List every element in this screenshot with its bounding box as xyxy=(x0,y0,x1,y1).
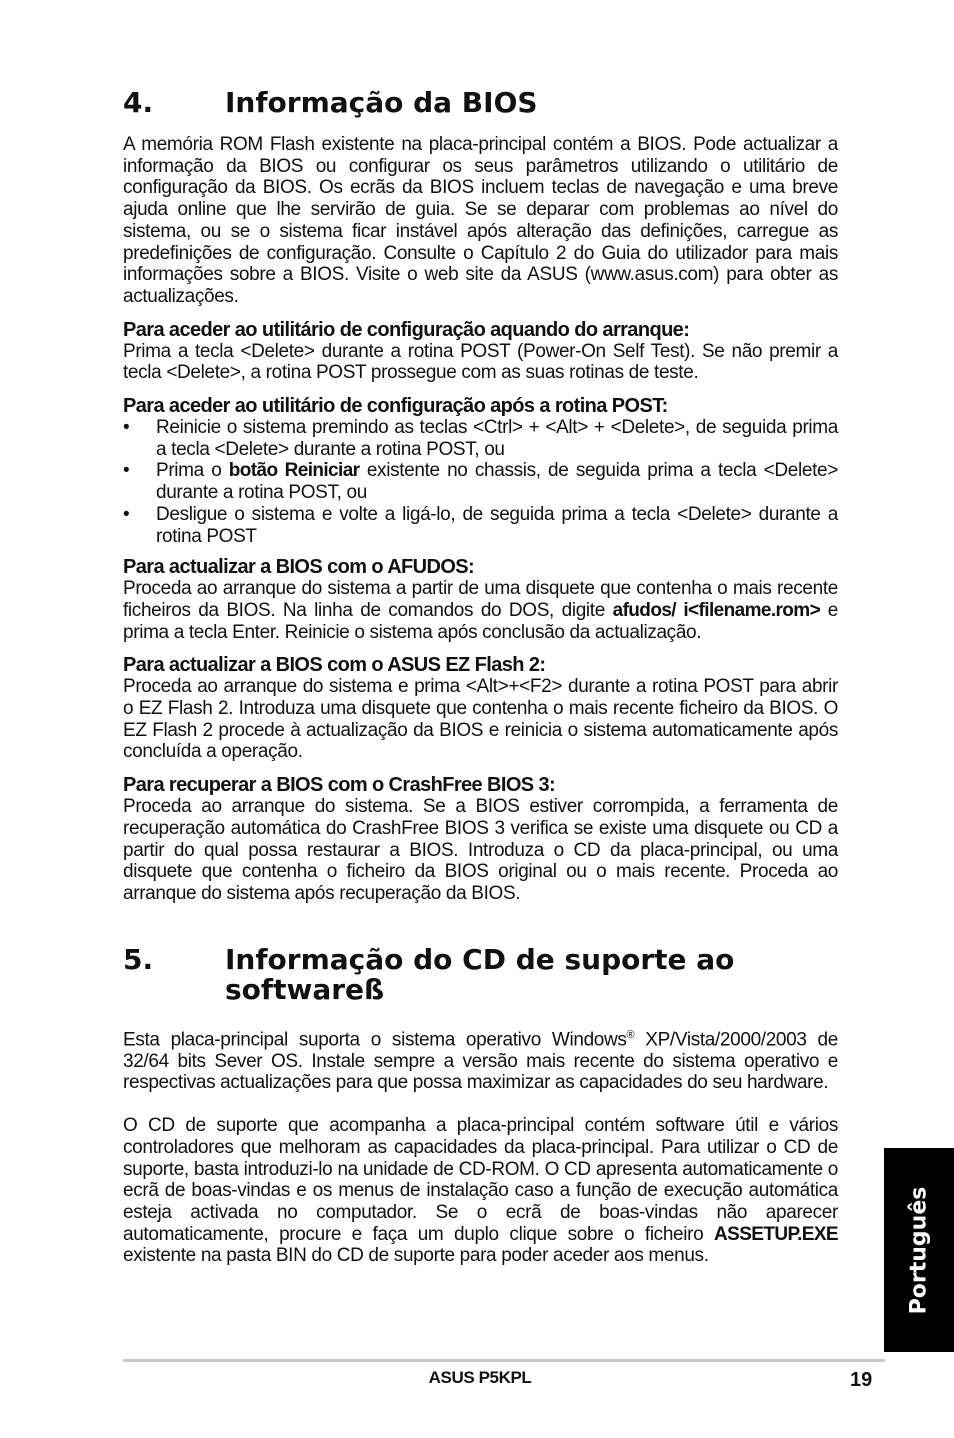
afudos-command: afudos/ i<filename.rom> xyxy=(612,599,821,621)
bullet-icon: • xyxy=(123,417,130,439)
reset-button-term: botão Reiniciar xyxy=(228,460,360,482)
cd-text-pre: O CD de suporte que acompanha a placa-principal contém software útil e vários controladores que melhoram as capacidades da placa-principal. Para utilizar o CD de suporte, basta introduzi-lo na unidade de CD-ROM. O CD apresenta automaticamente o ecrã de boas-vindas e os menus de instalação caso a função de execução automática esteja activada no computador. Se o ecrã de boas-vindas não aparecer automaticamente, procure e faça um duplo clique sobre o ficheiro xyxy=(123,1115,838,1245)
afudos-text-pre: Proceda ao arranque do sistema a partir de uma disquete que contenha o mais recente ficheiros da BIOS. Na linha de comandos do DOS, digite xyxy=(123,578,838,621)
ezflash-paragraph: Proceda ao arranque do sistema e prima <Alt>+<F2> durante a rotina POST para abrir o EZ Flash 2. Introduza uma disquete que contenha o mais recente ficheiro da BIOS. O EZ Flash 2 procede à actualização da BIOS e reinicia o sistema automaticamente após concluída a operação. xyxy=(123,676,838,763)
bullet-icon: • xyxy=(123,460,130,482)
section-4-heading xyxy=(123,88,838,118)
language-tab xyxy=(884,1148,954,1352)
ezflash-heading: Para actualizar a BIOS com o ASUS EZ Flash 2: xyxy=(123,654,546,677)
os-text-pre: Esta placa-principal suporta o sistema operativo Windows xyxy=(123,1029,627,1051)
boot-setup-text: Prima a tecla <Delete> durante a rotina POST (Power-On Self Test). Se não premir a tecla <Delete>, a rotina POST prossegue com as suas rotinas de teste. xyxy=(123,340,838,384)
afudos-heading: Para actualizar a BIOS com o AFUDOS: xyxy=(123,556,475,579)
bullet-icon: • xyxy=(123,503,130,525)
page-content xyxy=(123,88,838,1267)
bios-intro-paragraph: A memória ROM Flash existente na placa-principal contém a BIOS. Pode actualizar a informação da BIOS ou configurar os seus parâmetros utilizando o utilitário de configuração da BIOS. Os ecrãs da BIOS incluem teclas de navegação e uma breve ajuda online que lhe servirão de guia. Se se deparar com problemas ao nível do sistema, ou se o sistema ficar instável após alteração das definições, carregue as predefinições de configuração. Consulte o Capítulo 2 do Guia do utilizador para mais informações sobre a BIOS. Visite o web site da ASUS (www.asus.com) para obter as actualizações. xyxy=(123,134,838,307)
list-item-text-post: existente no chassis, de seguida prima a tecla <Delete> durante a rotina POST, ou xyxy=(156,460,839,504)
list-item-text: Desligue o sistema e volte a ligá-lo, de seguida prima a tecla <Delete> durante a rotina POST xyxy=(156,503,838,547)
section-5-title: Informação do CD de suporte ao softwareß xyxy=(225,942,735,1006)
afudos-text-post: e prima a tecla Enter. Reinicie o sistema após conclusão da actualização. xyxy=(123,599,838,643)
afudos-paragraph xyxy=(123,578,838,643)
crashfree-paragraph: Proceda ao arranque do sistema. Se a BIOS estiver corrompida, a ferramenta de recuperação automática do CrashFree BIOS 3 verifica se existe uma disquete ou CD a partir do qual possa restaurar a BIOS. Introduza o CD da placa-principal, ou uma disquete que contenha o ficheiro da BIOS original ou o mais recente. Proceda ao arranque do sistema após recuperação da BIOS. xyxy=(123,796,838,904)
boot-setup-heading: Para aceder ao utilitário de configuração aquando do arranque: xyxy=(123,318,690,341)
page-number: 19 xyxy=(850,1369,873,1391)
list-item-text-pre: Prima o xyxy=(156,460,222,482)
footer-product-name: ASUS P5KPL xyxy=(428,1368,532,1387)
list-item-text: Reinicie o sistema premindo as teclas <Ctrl> + <Alt> + <Delete>, de seguida prima a tecla <Delete> durante a rotina POST, ou xyxy=(156,417,838,460)
post-setup-list xyxy=(123,417,838,547)
footer-divider xyxy=(123,1359,885,1362)
list-item xyxy=(123,504,838,547)
post-setup-heading: Para aceder ao utilitário de configuração após a rotina POST: xyxy=(123,395,668,418)
support-cd-paragraph xyxy=(123,1115,838,1267)
cd-text-post: existente na pasta BIN do CD de suporte para poder aceder aos menus. xyxy=(123,1245,709,1267)
os-text-post: XP/Vista/2000/2003 de 32/64 bits Sever OS. Instale sempre a versão mais recente do sistema operativo e respectivas actualizações para que possa maximizar as capacidades do seu hardware. xyxy=(123,1029,838,1094)
section-5-heading xyxy=(123,942,838,1006)
section-4-title: Informação da BIOS xyxy=(225,86,538,119)
crashfree-heading: Para recuperar a BIOS com o CrashFree BIOS 3: xyxy=(123,774,556,797)
language-label: Português xyxy=(906,1186,932,1314)
registered-mark: ® xyxy=(626,1028,635,1041)
section-4-number: 4. xyxy=(123,86,154,119)
list-item xyxy=(123,460,838,503)
assetup-filename: ASSETUP.EXE xyxy=(714,1223,838,1245)
section-5-number: 5. xyxy=(123,942,154,976)
os-support-paragraph xyxy=(123,1025,838,1094)
list-item xyxy=(123,417,838,460)
